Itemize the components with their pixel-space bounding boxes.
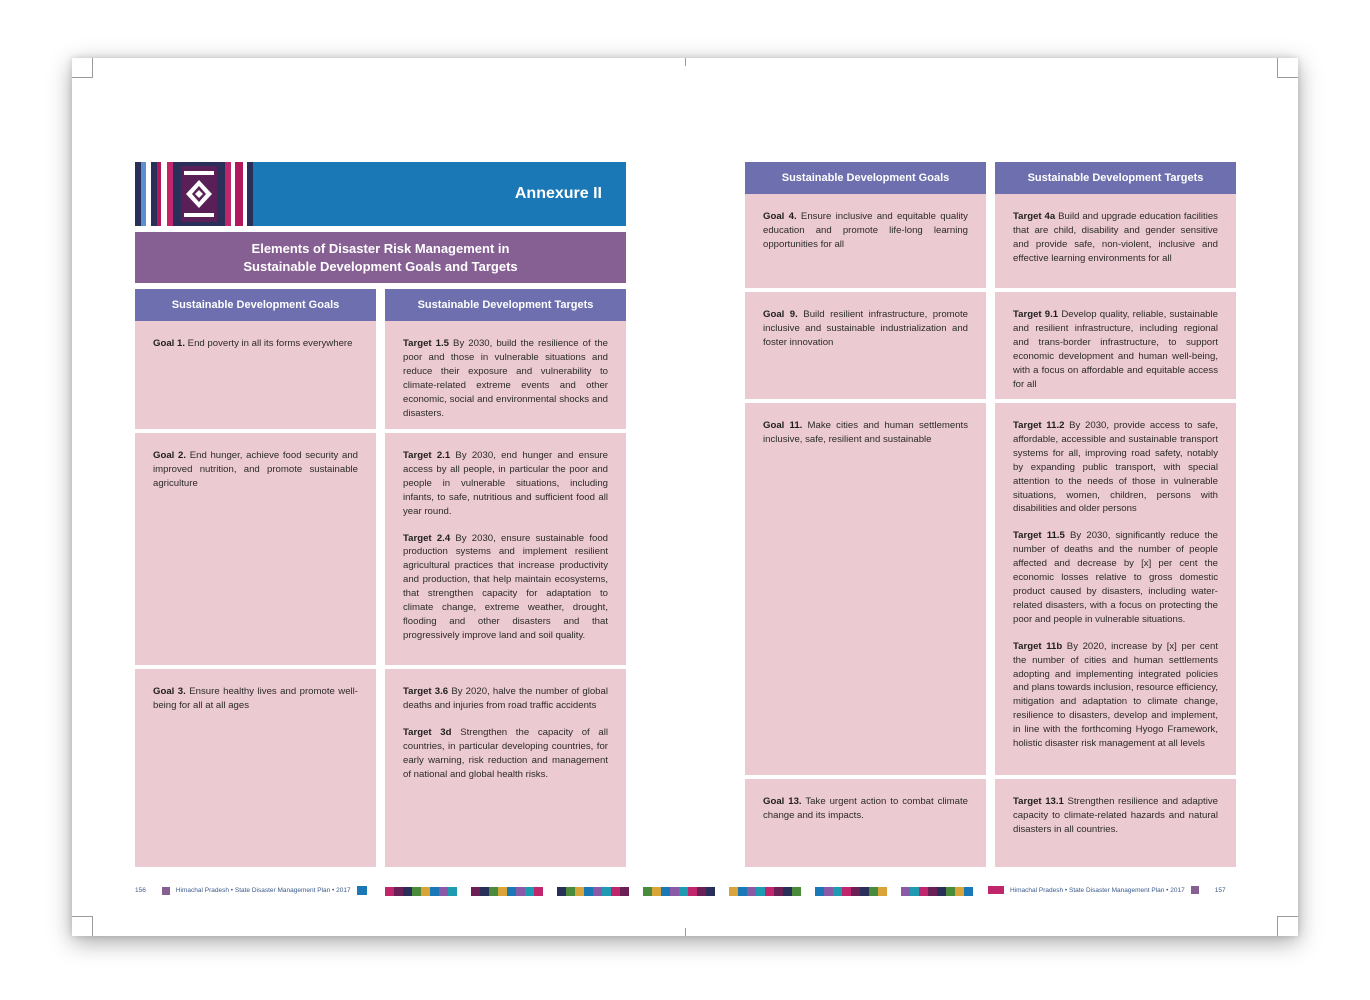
color-strip-block: [448, 887, 457, 896]
color-strip-block: [643, 887, 652, 896]
targets-column-header: Sustainable Development Targets: [995, 162, 1236, 194]
goal-label: Goal 13.: [763, 796, 802, 807]
target-text: Strengthen resilience and adaptive capacity to climate-related hazards and natural disasters in all countries.: [1013, 796, 1218, 835]
target-text: By 2030, end hunger and ensure access by all people, in particular the poor and people in vulnerable situations, including infants, to safe, nutritious and sufficient food all year round.: [403, 450, 608, 517]
target-cell: [385, 433, 626, 665]
color-strip-block: [534, 887, 543, 896]
color-strip-block: [706, 887, 715, 896]
color-strip-block: [860, 887, 869, 896]
color-strip-block: [747, 887, 756, 896]
color-strip-block: [901, 887, 910, 896]
crop-mark: [1278, 916, 1298, 917]
target-cell: [385, 321, 626, 429]
color-strip-block: [679, 887, 688, 896]
color-strip-group: [643, 887, 715, 896]
goals-column-header: Sustainable Development Goals: [135, 289, 376, 321]
emblem-icon: [181, 166, 217, 222]
color-strip-block: [516, 887, 525, 896]
target-label: Target 1.5: [403, 338, 449, 349]
color-strip-block: [430, 887, 439, 896]
color-strip-block: [738, 887, 747, 896]
annexure-title: Annexure II: [514, 185, 602, 202]
target-label: Target 2.4: [403, 532, 451, 544]
color-strip-block: [774, 887, 783, 896]
goal-text: End hunger, achieve food security and improved nutrition, and promote sustainable agriculture: [153, 450, 358, 489]
target-cell: [995, 292, 1236, 399]
footer-text: Himachal Pradesh • State Disaster Management Plan • 2017: [1010, 886, 1185, 894]
emblem-logo: [181, 166, 217, 222]
color-strip-block: [946, 887, 955, 896]
goal-label: Goal 2.: [153, 450, 187, 461]
crop-mark: [72, 77, 92, 78]
footer-square: [357, 886, 367, 895]
goal-label: Goal 3.: [153, 686, 186, 697]
color-strip-group: [901, 887, 973, 896]
target-text: Strengthen the capacity of all countries, in particular developing countries, for early warning, risk reduction and management of national and global health risks.: [403, 726, 609, 780]
target-label: Target 11.5: [1013, 530, 1065, 542]
target-label: Target 11b: [1013, 640, 1063, 652]
color-strip-block: [824, 887, 833, 896]
color-strip-block: [412, 887, 421, 896]
target-cell: [995, 403, 1236, 775]
target-label: Target 3.6: [403, 686, 449, 697]
color-strip-block: [471, 887, 480, 896]
color-strip-block: [593, 887, 602, 896]
target-text: By 2020, increase by [x] per cent the number of cities and human settlements adopting and implementing integrated policies and plans towards inclusion, resource efficiency, mitigation and adaptation to climate change, resilience to disasters, develop and implement, in line with the forthcoming Hyogo Framework, holistic disaster risk management at all levels: [1013, 640, 1219, 750]
color-strip-block: [394, 887, 403, 896]
crop-mark: [92, 916, 93, 936]
subtitle-line-1: Elements of Disaster Risk Management in: [251, 240, 510, 256]
crop-mark: [1277, 916, 1278, 936]
target-label: Target 9.1: [1013, 309, 1059, 320]
color-strip-block: [964, 887, 973, 896]
goal-text: Make cities and human settlements inclusive, safe, resilient and sustainable: [763, 420, 969, 445]
color-strip-block: [584, 887, 593, 896]
goal-label: Goal 11.: [763, 420, 803, 431]
target-text: By 2030, ensure sustainable food production systems and implement resilient agricultural practices that increase productivity and production, that help maintain ecosystems, that strengthen capacity for adaptation to climate change, extreme weather, drought, flooding and other disasters and that progressively improve land and soil quality.: [403, 532, 608, 641]
goal-cell: [135, 433, 376, 665]
color-strip-block: [557, 887, 566, 896]
target-text: By 2030, significantly reduce the number of deaths and the number of people affected and decrease by [x] per cent the economic losses relative to gross domestic product caused by disasters, including water-related disasters, with a focus on protecting the poor and people in vulnerable situations.: [1013, 530, 1219, 625]
color-strip-block: [729, 887, 738, 896]
crop-mark: [685, 928, 686, 936]
footer-square: [1191, 886, 1199, 894]
crop-mark: [1277, 58, 1278, 78]
target-cell: [995, 779, 1236, 867]
goal-label: Goal 4.: [763, 211, 797, 222]
goal-cell: [745, 779, 986, 867]
color-strip-block: [919, 887, 928, 896]
target-text: By 2030, build the resilience of the poor and those in vulnerable situations and reduce their exposure and vulnerability to climate-related extreme events and other economic, social and environmental shocks and disasters.: [403, 338, 608, 419]
target-cell: [995, 194, 1236, 288]
color-strip-group: [815, 887, 887, 896]
target-label: Target 11.2: [1013, 420, 1065, 431]
target-text: By 2030, provide access to safe, affordable, accessible and sustainable transport systems for all, improving road safety, notably by expanding public transport, with special attention to the needs of those in vulnerable situations, women, children, persons with disabilities and older persons: [1013, 420, 1218, 515]
color-strip-block: [525, 887, 534, 896]
color-strip-block: [756, 887, 765, 896]
color-strip-block: [498, 887, 507, 896]
goal-label: Goal 9.: [763, 309, 798, 320]
target-label: Target 3d: [403, 726, 452, 738]
goal-label: Goal 1.: [153, 338, 185, 349]
color-strip-block: [566, 887, 575, 896]
color-strip-block: [792, 887, 801, 896]
color-strip-block: [878, 887, 887, 896]
color-strip-group: [471, 887, 543, 896]
target-cell: [385, 669, 626, 867]
color-strip-block: [765, 887, 774, 896]
goal-text: Take urgent action to combat climate change and its impacts.: [763, 796, 969, 821]
color-strip-block: [421, 887, 430, 896]
target-text: Develop quality, reliable, sustainable and resilient infrastructure, including regional and trans-border infrastructure, to support economic development and human well-being, with a focus on affordable and equitable access for all: [1013, 309, 1218, 390]
color-strip-block: [602, 887, 611, 896]
color-strip-block: [652, 887, 661, 896]
footer-square: [988, 886, 1004, 894]
color-strip-block: [661, 887, 670, 896]
color-strip-block: [928, 887, 937, 896]
goal-text: Build resilient infrastructure, promote inclusive and sustainable industrialization and foster innovation: [763, 309, 968, 348]
color-strip-block: [783, 887, 792, 896]
footer-text: Himachal Pradesh • State Disaster Management Plan • 2017: [175, 887, 351, 894]
footer-square: [162, 887, 170, 895]
goal-text: Ensure healthy lives and promote well-being for all at all ages: [153, 686, 359, 711]
color-strip-block: [955, 887, 964, 896]
target-label: Target 4a: [1013, 211, 1056, 222]
color-strip-block: [937, 887, 946, 896]
goal-cell: [745, 292, 986, 399]
goals-column-header: Sustainable Development Goals: [745, 162, 986, 194]
goal-cell: [745, 403, 986, 775]
target-text: By 2020, halve the number of global deaths and injuries from road traffic accidents: [403, 686, 608, 711]
subtitle-line-2: Sustainable Development Goals and Targets: [243, 258, 518, 274]
color-strip-group: [729, 887, 801, 896]
goal-text: End poverty in all its forms everywhere: [187, 338, 353, 349]
color-strip-block: [575, 887, 584, 896]
color-strip-block: [851, 887, 860, 896]
section-subtitle: [135, 232, 626, 283]
color-strip-block: [620, 887, 629, 896]
color-strip-block: [842, 887, 851, 896]
page-number: 156: [135, 887, 146, 894]
color-strip-block: [439, 887, 448, 896]
color-strip-block: [385, 887, 394, 896]
color-strip-group: [557, 887, 629, 896]
goal-cell: [135, 669, 376, 867]
color-strip-block: [670, 887, 679, 896]
goal-cell: [135, 321, 376, 429]
crop-mark: [92, 58, 93, 78]
color-strip-block: [697, 887, 706, 896]
targets-column-header: Sustainable Development Targets: [385, 289, 626, 321]
color-strip-block: [815, 887, 824, 896]
color-strip-block: [688, 887, 697, 896]
crop-mark: [72, 916, 92, 917]
page-number: 157: [1214, 886, 1226, 894]
crop-mark: [1278, 77, 1298, 78]
right-footer: [988, 886, 1226, 894]
target-text: Build and upgrade education facilities that are child, disability and gender sensitive and provide safe, non-violent, inclusive and effective learning environments for all: [1013, 211, 1218, 264]
goal-cell: [745, 194, 986, 288]
color-strip-block: [611, 887, 620, 896]
color-strip-block: [869, 887, 878, 896]
target-label: Target 13.1: [1013, 796, 1064, 807]
color-strip-block: [507, 887, 516, 896]
color-strip-block: [910, 887, 919, 896]
left-footer: [135, 886, 367, 895]
color-strip-block: [480, 887, 489, 896]
color-strip-block: [833, 887, 842, 896]
goal-text: Ensure inclusive and equitable quality education and promote life-long learning opportunities for all: [763, 211, 968, 250]
color-strip-group: [385, 887, 457, 896]
color-strip-block: [403, 887, 412, 896]
crop-mark: [685, 58, 686, 66]
target-label: Target 2.1: [403, 450, 451, 461]
color-strip-block: [489, 887, 498, 896]
